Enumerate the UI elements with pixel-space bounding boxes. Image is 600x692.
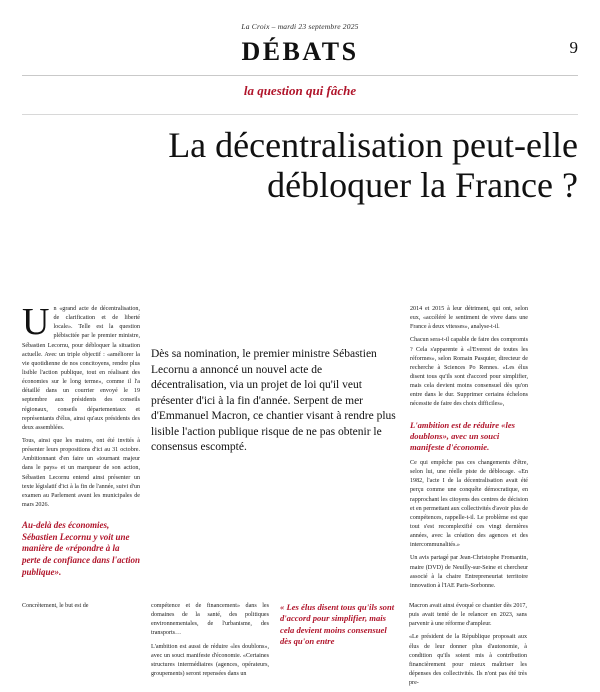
column-2 [151,602,269,692]
col5-para-2: Chacun sera-t-il capable de faire des compromis ? Cela s'apparente à «l'Everest de toutes les réformes», selon Romain Pasquier, directeur de recherche à Sciences Po Rennes. «Les élus disent tous qu'ils sont d'accord pour simplifier, mais cela devient moins consensuel dès qu'on entre dans le dur. Supprimer certains échelons nécessite de faire des choix difficiles», [410,337,528,408]
divider-kicker [22,114,578,115]
col1-lead-italic: n «grand acte de décentralisation, de clarification et de liberté locale». [53,306,140,331]
col1-pull-quote: Au-delà des économies, Sébastien Lecornu y voit une manière de «répondre à la perte de confiance dans l'action publique». [22,520,140,577]
column-1 [22,305,140,595]
col5-para-1: 2014 et 2015 à leur détriment, qui ont, selon eux, «accéléré le sentiment de vivre dans une France à deux vitesses», analyse-t-il. [410,306,528,331]
col5-para-3: Ce qui empêche pas ces changements d'être, selon lui, une réelle piste de déblocage. «En 1982, l'acte I de la décentralisation avait été perçu comme une conquête démocratique, en rapprochant les citoyens des centres de décision et en permettant aux collectivités d'avoir plus de compétences, rappelle-t-il. Le problème est que tout s'est recomplexifié ces vingt dernières années, avec la création des agences et des intercommunalités.» [410,460,528,549]
upper-columns [22,305,578,595]
column-4-body [409,602,527,692]
masthead [22,0,578,67]
col5-para-4: Un avis partagé par Jean-Christophe Fromantin, maire (DVD) de Neuilly-sur-Seine et chercheur associé à la chaire Entrepreneuriat territoire innovation à l'IAE Paris-Sorbonne. [410,555,528,589]
column-1-cont [22,602,140,692]
column-5-body [410,305,528,414]
lower-columns [22,602,578,692]
col1-para-1: Telle est la question plébiscitée par le premier ministre, Sébastien Lecornu, pour débloquer la situation actuelle. Avec un triple objectif : «améliorer la vie quotidienne de nos concitoyens, rendre plus lisible l'action publique, tout en réalisant des économies sur le long terme», comme il l'a détaillé dans un courrier envoyé le 19 septembre aux présidents des conseils régionaux, conseils départementaux et représentants d'élus, ainsi qu'aux présidents des deux assemblées. [22,324,140,431]
column-5-spacer [538,602,600,692]
page-number: 9 [569,38,578,57]
section-title: DÉBATS [241,37,359,66]
col4-para-1: Macron avait ainsi évoqué ce chantier dès 2017, puis avait tenté de le relancer en 2023, sans parvenir à une réforme d'ampleur. [409,603,527,628]
standfirst-column [151,305,399,595]
col2-para-1: compétence et de financement» dans les domaines de la santé, des politiques environnementales, de l'urbanisme, des transports… [151,603,269,637]
column-4 [409,602,527,692]
col5-pull-quote: L'ambition est de réduire «les doublons», avec un souci manifeste d'économie. [410,419,516,452]
column-1-body [22,305,140,514]
page-title: La décentralisation peut-elle débloquer la France ? [168,125,578,206]
issue-line: La Croix – mardi 23 septembre 2025 [241,22,359,31]
kicker: la question qui fâche [243,83,357,98]
column-1-body-cont [22,602,140,615]
col2-para-2: L'ambition est aussi de réduire «les doublons», avec un souci manifeste d'économie. «Certaines structures intermédiaires (agences, opérateurs, groupements) seront repensées dans un [151,643,269,678]
column-2-body [151,602,269,683]
col4-para-2: «Le président de la République proposait aux élus de leur donner plus d'autonomie, à condition qu'ils soient mis à contribution financièrement pour mieux maîtriser les dépenses des collectivités. Ils n'ont pas été très pre- [409,634,527,687]
col1-para-3: Concrètement, le but est de [22,603,89,610]
headline-zone [22,119,578,299]
column-3 [280,602,398,692]
column-5 [410,305,528,595]
drop-cap: U [22,305,50,343]
col1-para-2: Tous, ainsi que les maires, ont été invités à présenter leurs propositions d'ici au 31 octobre. Ambitionnant d'en faire un «tournant majeur dans le pays» et un marqueur de son action, Sébastien Lecornu entend ainsi présenter un texte législatif d'ici à la fin de l'année, suivi d'un examen au Parlement avant les municipales de mars 2026. [22,437,140,508]
standfirst: Dès sa nomination, le premier ministre Sébastien Lecornu a annoncé un nouvel acte de décentralisation, via un projet de loi qu'il veut présenter d'ici à la fin d'année. Serpent de mer d'Emmanuel Macron, ce chantier visant à rendre plus lisible l'action publique risque de ne pas obtenir le consensus escompté. [151,348,396,454]
col3-quote: « Les élus disent tous qu'ils sont d'accord pour simplifier, mais cela devient moins consensuel dès qu'on entre [280,602,395,647]
column-5-body-cont [410,459,528,595]
